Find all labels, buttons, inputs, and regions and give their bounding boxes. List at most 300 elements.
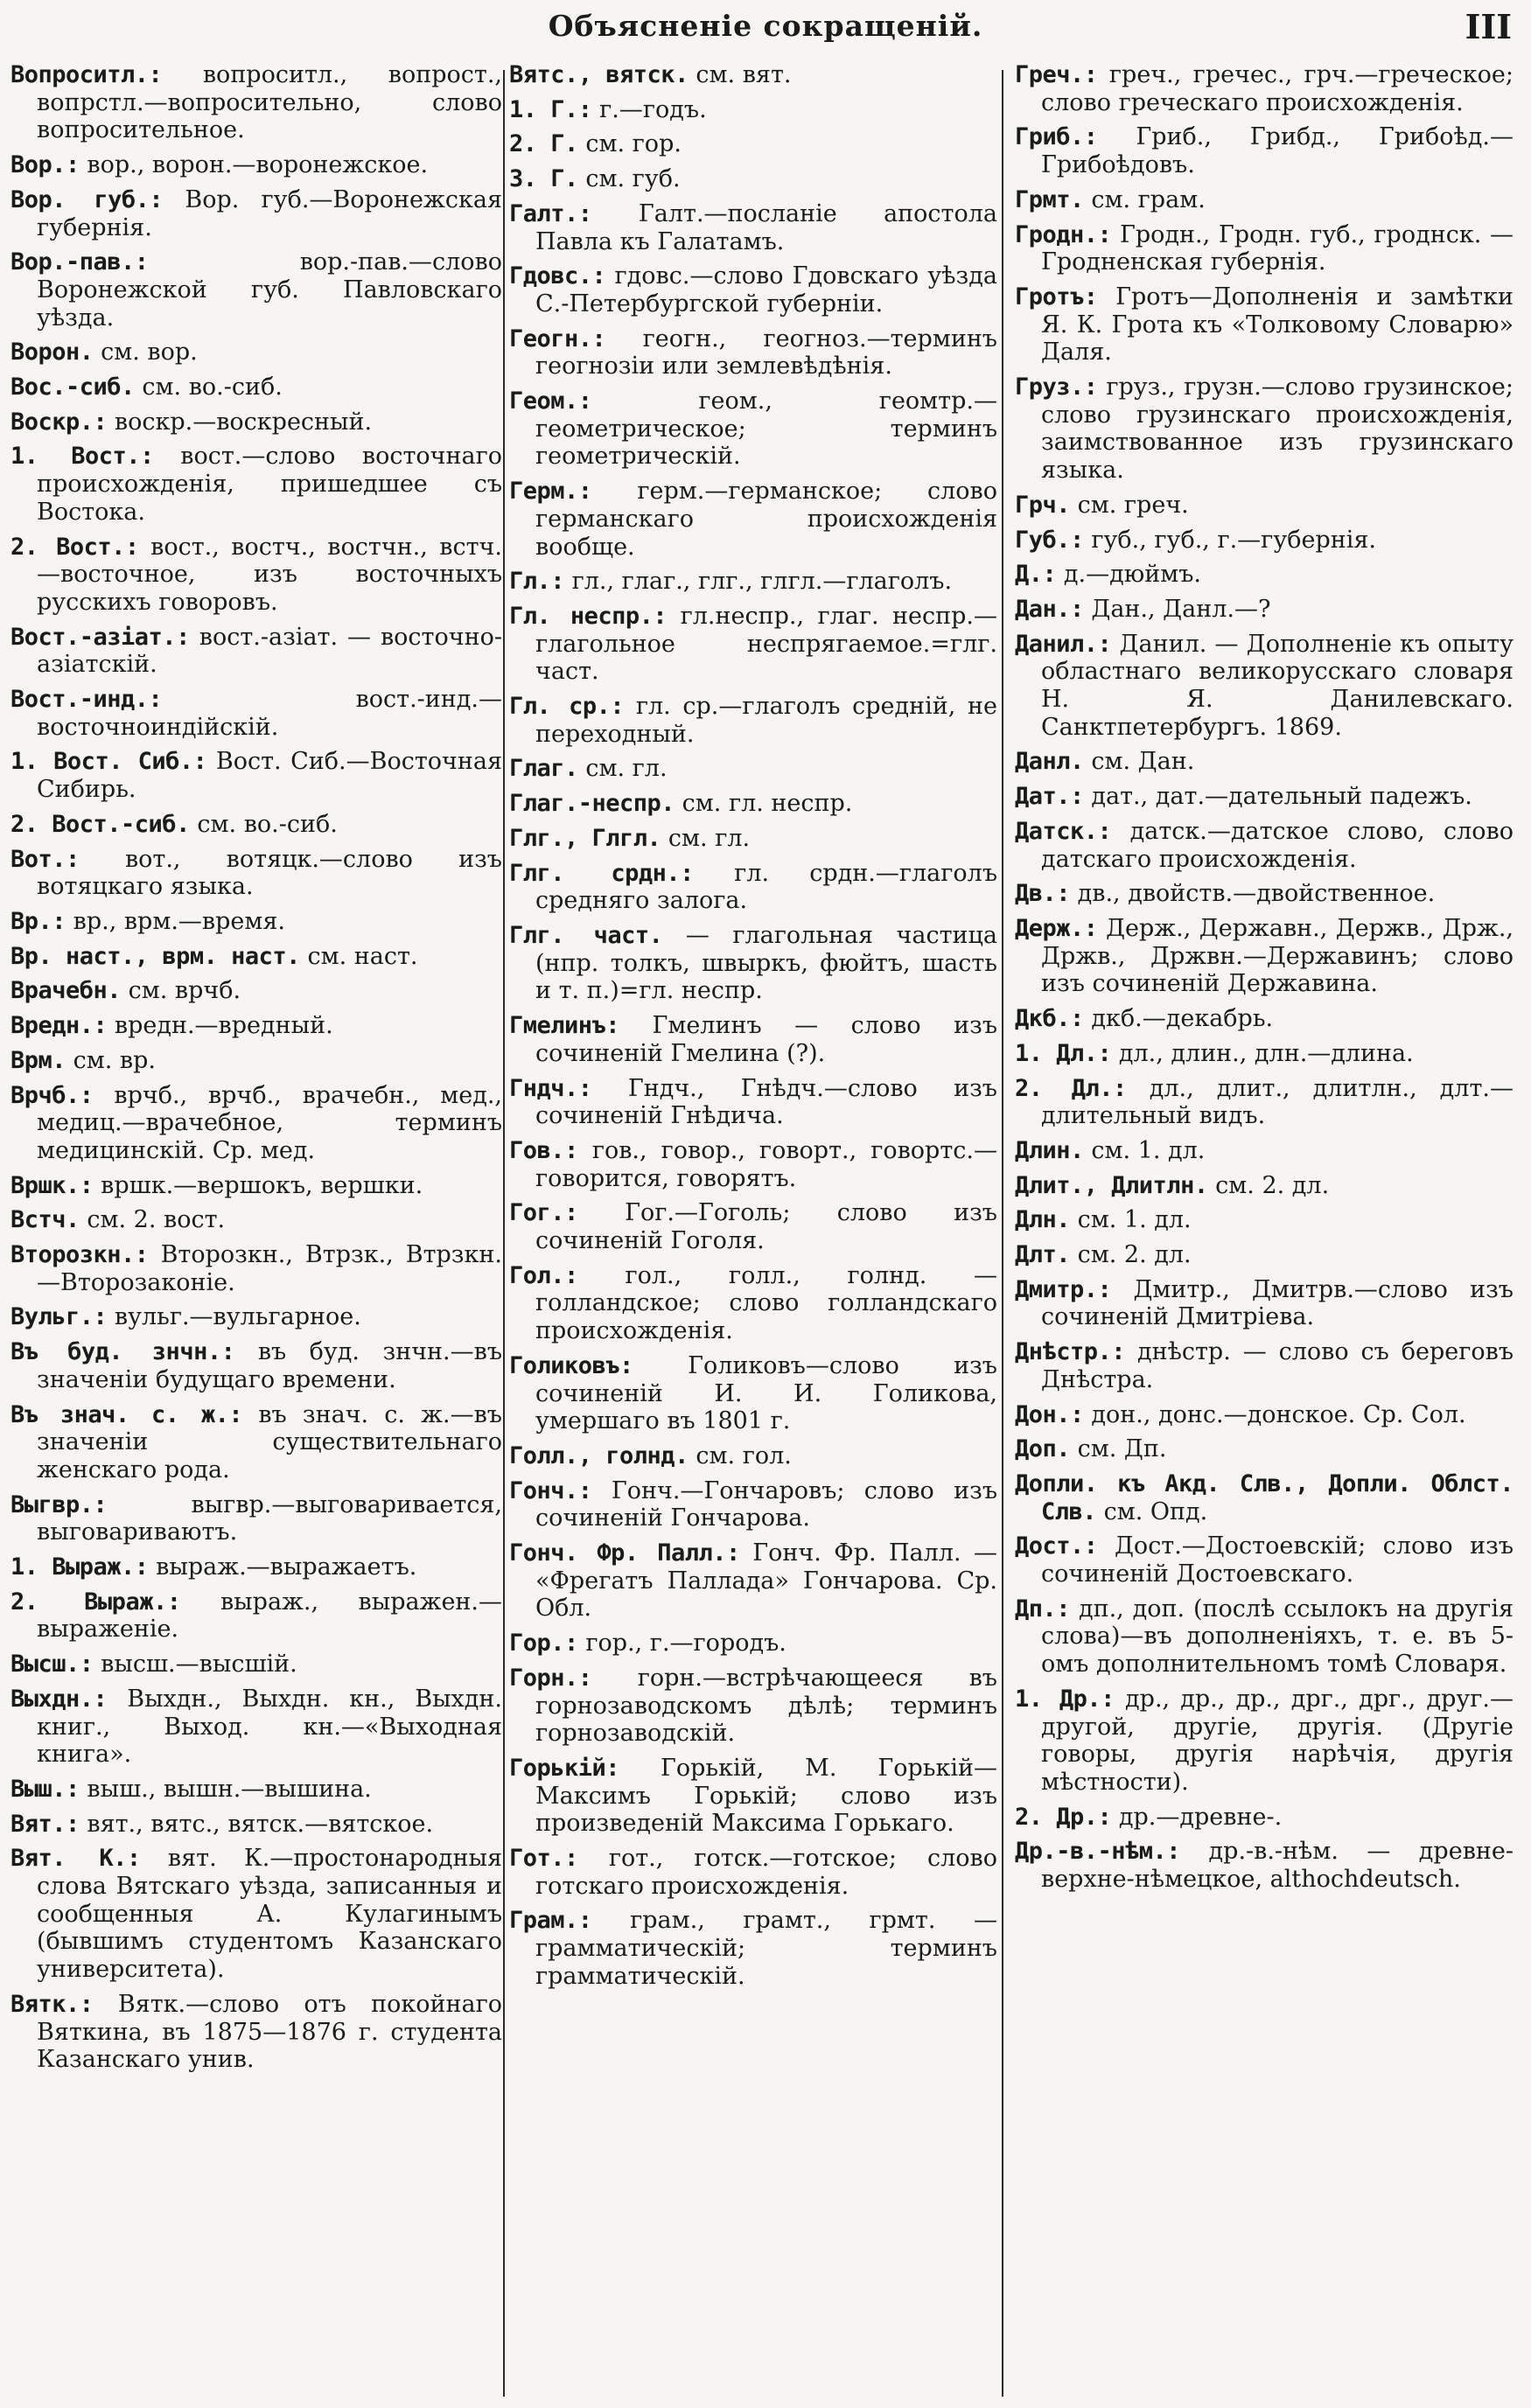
entry-definition: см. губ. (585, 165, 681, 193)
column-3 (1015, 61, 1514, 2408)
abbreviation-entry (509, 790, 997, 818)
entry-headword: Вульг.: (10, 1303, 108, 1331)
abbreviation-entry (1015, 748, 1514, 776)
entry-definition: Голиковъ—слово изъ сочиненій И. И. Голикова, умершаго въ 1801 г. (535, 1351, 997, 1435)
entry-definition: см. врчб. (128, 977, 241, 1005)
entry-headword: Глг. срдн.: (509, 859, 694, 887)
abbreviation-entry (10, 186, 502, 241)
abbreviation-entry (10, 1012, 502, 1040)
abbreviation-entry (509, 860, 997, 915)
entry-headword: Воскр.: (10, 408, 108, 436)
abbreviation-entry (10, 1811, 502, 1839)
entry-definition: груз., грузн.—слово грузинское; слово грузинскаго происхожденія, заимствованное изъ грузинскаго языка. (1041, 373, 1514, 485)
entry-definition: др.-в.-нѣм. — древне-верхне-нѣмецкое, althochdeutsch. (1041, 1838, 1514, 1894)
abbreviation-entry (10, 1303, 502, 1331)
entry-definition: гол., голл., голнд. — голландское; слово голландскаго происхожденія. (535, 1261, 997, 1345)
entry-headword: Гов.: (509, 1136, 578, 1164)
abbreviation-entry (509, 1352, 997, 1435)
entry-definition: др.—древне-. (1118, 1803, 1283, 1831)
abbreviation-entry (10, 1845, 502, 1984)
entry-definition: дкб.—декабрь. (1091, 1005, 1274, 1033)
abbreviation-entry (1015, 1206, 1514, 1234)
entry-headword: Голиковъ: (509, 1351, 633, 1379)
entry-headword: 2. Вост.-сиб. (10, 810, 190, 838)
entry-definition: см. во.-сиб. (197, 810, 338, 838)
entry-headword: 1. Вост.: (10, 443, 154, 471)
entry-headword: 1. Дл.: (1015, 1039, 1112, 1067)
entry-definition: гл. ср.—глаголъ средній, не переходный. (535, 693, 997, 748)
entry-headword: Длт. (1015, 1241, 1071, 1269)
entry-headword: Врм. (10, 1046, 66, 1074)
entry-definition: см. Опд. (1103, 1497, 1208, 1525)
entry-definition: гор., г.—городъ. (585, 1630, 786, 1658)
entry-definition: см. вор. (101, 339, 198, 366)
entry-definition: Гмелинъ — слово изъ сочиненій Гмелина (?). (535, 1012, 997, 1067)
entry-headword: Гродн.: (1015, 220, 1112, 248)
entry-definition: выгвр.—выговаривается, выговариваютъ. (37, 1490, 502, 1546)
entry-definition: см. гол. (696, 1441, 792, 1469)
entry-definition: см. во.-сиб. (142, 373, 283, 401)
entry-headword: Гонч.: (509, 1476, 592, 1504)
entry-headword: Губ.: (1015, 526, 1084, 554)
entry-headword: Вредн.: (10, 1012, 108, 1040)
entry-headword: Ворон. (10, 339, 94, 366)
entry-definition: дл., длит., длитлн., длт.—длительный видъ. (1041, 1074, 1514, 1130)
entry-headword: Гротъ: (1015, 283, 1098, 311)
entry-headword: 2. Вост.: (10, 533, 139, 561)
entry-headword: Выхдн.: (10, 1685, 108, 1713)
abbreviation-entry (10, 748, 502, 803)
entry-headword: Дост.: (1015, 1532, 1098, 1560)
abbreviation-entry (509, 130, 997, 158)
entry-headword: 2. Др.: (1015, 1803, 1112, 1831)
entry-headword: Др.-в.-нѣм.: (1015, 1838, 1181, 1866)
entry-definition: г.—годъ. (599, 95, 707, 123)
entry-definition: гдовс.—слово Гдовскаго уѣзда С.-Петербургской губерніи. (535, 262, 997, 318)
entry-definition: см. Дан. (1091, 748, 1195, 776)
entry-definition: гот., готск.—готское; слово готскаго происхожденія. (535, 1845, 997, 1900)
entry-definition: гл. срдн.—глаголъ средняго залога. (535, 859, 997, 915)
entry-definition: воскр.—воскресный. (114, 408, 373, 436)
entry-headword: Гл.: (509, 568, 565, 596)
abbreviation-entry (509, 200, 997, 255)
entry-headword: 2. Выраж.: (10, 1588, 181, 1616)
abbreviation-entry (10, 1491, 502, 1546)
entry-headword: Галт.: (509, 199, 592, 227)
page-header (0, 0, 1531, 54)
entry-definition: Выхдн., Выхдн. кн., Выхдн. книг., Выход. кн.—«Выходная книга». (37, 1685, 502, 1769)
entry-headword: Грам.: (509, 1907, 592, 1935)
entry-definition: Вор. губ.—Воронежская губернія. (37, 185, 502, 241)
entry-definition: — глагольная частица (нпр. толкъ, швыркъ, фюйтъ, шасть и т. п.)=гл. неспр. (535, 921, 997, 1005)
abbreviation-entry (509, 1630, 997, 1658)
abbreviation-entry (1015, 283, 1514, 366)
entry-definition: Данил. — Дополненіе къ опыту областнаго великорусскаго словаря Н. Я. Данилевскаго. Санктпетербургъ. 1869. (1041, 630, 1514, 741)
entry-headword: Горькій: (509, 1754, 620, 1782)
abbreviation-entry (509, 825, 997, 853)
entry-definition: Гротъ—Дополненія и замѣтки Я. К. Грота къ «Толковому Словарю» Даля. (1041, 283, 1514, 366)
abbreviation-entry (1015, 1338, 1514, 1393)
abbreviation-entry (1015, 221, 1514, 276)
abbreviation-entry (10, 1241, 502, 1296)
abbreviation-entry (509, 387, 997, 471)
abbreviation-entry (10, 846, 502, 901)
abbreviation-entry (1015, 561, 1514, 589)
entry-headword: Грч. (1015, 491, 1071, 519)
entry-definition: Гриб., Грибд., Грибоѣд.—Грибоѣдовъ. (1041, 123, 1514, 179)
entry-headword: Гонч. Фр. Палл.: (509, 1539, 740, 1567)
entry-headword: 1. Др.: (1015, 1685, 1115, 1713)
entry-definition: днѣстр. — слово съ береговъ Днѣстра. (1041, 1338, 1514, 1393)
entry-definition: Горькій, М. Горькій—Максимъ Горькій; слово изъ произведеній Максима Горькаго. (535, 1754, 997, 1838)
abbreviation-entry (10, 1776, 502, 1804)
entry-definition: выраж.—выражаетъ. (156, 1553, 417, 1581)
entry-definition: дл., длин., длн.—длина. (1118, 1039, 1414, 1067)
entry-headword: 3. Г. (509, 165, 578, 193)
entry-headword: Вот.: (10, 845, 80, 873)
entry-definition: см. гл. (585, 755, 668, 783)
abbreviation-entry (509, 96, 997, 124)
abbreviation-entry (509, 1845, 997, 1900)
entry-definition: см. 2. вост. (87, 1206, 226, 1234)
abbreviation-entry (1015, 1838, 1514, 1893)
abbreviation-entry (10, 443, 502, 526)
entry-headword: Вос.-сиб. (10, 373, 135, 401)
entry-definition: см. вят. (696, 61, 792, 88)
entry-definition: др., др., др., дрг., дрг., друг.—другой, другіе, другія. (Другіе говоры, другія нарѣчія, другія мѣстности). (1041, 1685, 1514, 1796)
abbreviation-entry (10, 248, 502, 332)
entry-headword: 1. Вост. Сиб.: (10, 748, 207, 776)
abbreviation-entry (1015, 527, 1514, 555)
entry-definition: вост., востч., востчн., встч.—восточное, изъ восточныхъ русскихъ говоровъ. (37, 533, 502, 616)
entry-definition: губ., губ., г.—губернія. (1091, 526, 1376, 554)
entry-headword: Держ.: (1015, 914, 1098, 942)
entry-definition: см. 2. дл. (1077, 1241, 1192, 1269)
entry-headword: Вятк.: (10, 1990, 94, 2018)
entry-definition: Гонч.—Гончаровъ; слово изъ сочиненій Гончарова. (535, 1476, 997, 1532)
dictionary-columns (0, 61, 1531, 2408)
entry-headword: 2. Дл.: (1015, 1074, 1127, 1102)
abbreviation-entry (509, 1012, 997, 1067)
entry-headword: Греч.: (1015, 61, 1098, 88)
entry-headword: Глг., Глгл. (509, 824, 661, 852)
abbreviation-entry (1015, 61, 1514, 116)
entry-headword: Дмитр.: (1015, 1275, 1112, 1303)
entry-definition: Гонч. Фр. Палл. — «Фрегатъ Паллада» Гончарова. Ср. Обл. (535, 1539, 997, 1623)
entry-definition: Гндч., Гнѣдч.—слово изъ сочиненій Гнѣдича. (535, 1074, 997, 1130)
entry-headword: Вопроситл.: (10, 61, 163, 88)
entry-definition: вр., врм.—время. (73, 907, 286, 935)
entry-headword: Грмт. (1015, 185, 1084, 213)
entry-definition: см. вр. (73, 1046, 156, 1074)
entry-headword: Дкб.: (1015, 1005, 1084, 1033)
abbreviation-entry (10, 151, 502, 179)
abbreviation-entry (509, 262, 997, 318)
entry-definition: вопроситл., вопрост., вопрстл.—вопросительно, слово вопросительное. (37, 61, 502, 144)
entry-headword: Гдовс.: (509, 262, 606, 290)
abbreviation-entry (509, 478, 997, 561)
abbreviation-entry (509, 1477, 997, 1532)
abbreviation-entry (10, 624, 502, 679)
entry-definition: датск.—датское слово, слово датскаго происхожденія. (1041, 817, 1514, 873)
abbreviation-entry (1015, 1172, 1514, 1200)
entry-headword: Длн. (1015, 1206, 1071, 1234)
abbreviation-entry (1015, 1595, 1514, 1679)
abbreviation-entry (1015, 186, 1514, 214)
entry-headword: Длит., Длитлн. (1015, 1171, 1208, 1199)
abbreviation-entry (10, 686, 502, 741)
abbreviation-entry (10, 1588, 502, 1644)
abbreviation-entry (1015, 1241, 1514, 1269)
abbreviation-entry (509, 325, 997, 380)
entry-definition: см. 1. дл. (1077, 1206, 1192, 1234)
entry-definition: д.—дюймъ. (1063, 561, 1201, 589)
abbreviation-entry (10, 61, 502, 144)
abbreviation-entry (509, 922, 997, 1005)
entry-definition: дон., донс.—донское. Ср. Сол. (1091, 1400, 1466, 1428)
abbreviation-entry (1015, 1686, 1514, 1797)
entry-definition: горн.—встрѣчающееся въ горнозаводскомъ дѣлѣ; терминъ горнозаводскій. (535, 1664, 997, 1748)
entry-definition: гл.неспр., глаг. неспр.—глагольное неспрягаемое.=глг. част. (535, 602, 997, 686)
entry-definition: врчб., врчб., врачебн., мед., медиц.—врачебное, терминъ медицинскій. Ср. мед. (37, 1081, 502, 1164)
page-number: III (1465, 7, 1512, 46)
abbreviation-entry (10, 908, 502, 936)
entry-headword: Врачебн. (10, 977, 122, 1005)
entry-headword: Глг. част. (509, 921, 663, 949)
entry-headword: Гмелинъ: (509, 1012, 620, 1040)
abbreviation-entry (509, 1539, 997, 1623)
entry-headword: Дв.: (1015, 880, 1071, 908)
abbreviation-entry (1015, 1137, 1514, 1165)
entry-definition: см. греч. (1077, 491, 1189, 519)
abbreviation-entry (1015, 1470, 1514, 1525)
entry-headword: Геом.: (509, 387, 592, 415)
entry-definition: вршк.—вершокъ, вершки. (101, 1171, 423, 1199)
entry-definition: вульг.—вульгарное. (114, 1303, 361, 1331)
entry-definition: вят., вятс., вятск.—вятское. (87, 1810, 434, 1838)
entry-definition: дп., доп. (послѣ ссылокъ на другія слова)—въ дополненіяхъ, т. е. въ 5-омъ дополнительномъ томѣ Словаря. (1041, 1595, 1514, 1679)
entry-headword: Вят.: (10, 1810, 80, 1838)
abbreviation-entry (1015, 1532, 1514, 1588)
column-2 (509, 61, 997, 2408)
entry-headword: Вят. К.: (10, 1845, 141, 1873)
entry-definition: гов., говор., говорт., говортс.—говорится, говорятъ. (535, 1136, 997, 1192)
entry-headword: Гол.: (509, 1261, 578, 1289)
entry-definition: дат., дат.—дательный падежъ. (1091, 783, 1472, 811)
entry-definition: выш., вышн.—вышина. (87, 1775, 372, 1803)
entry-headword: Вр. наст., врм. наст. (10, 942, 300, 970)
entry-headword: Горн.: (509, 1664, 592, 1692)
page-title: Объясненіе сокращеній. (548, 9, 983, 43)
entry-definition: вредн.—вредный. (114, 1012, 333, 1040)
entry-definition: вор.-пав.—слово Воронежской губ. Павловскаго уѣзда. (37, 248, 502, 332)
entry-definition: Дан., Данл.—? (1091, 595, 1271, 623)
entry-definition: см. гор. (585, 130, 682, 158)
entry-headword: Вршк.: (10, 1171, 94, 1199)
entry-headword: Гндч.: (509, 1074, 592, 1102)
abbreviation-entry (509, 1442, 997, 1470)
abbreviation-entry (509, 1075, 997, 1130)
entry-headword: Вор. губ.: (10, 185, 164, 213)
abbreviation-entry (509, 1262, 997, 1345)
entry-headword: Допли. къ Акд. Слв., Допли. Облст. Слв. (1015, 1469, 1514, 1525)
entry-headword: Груз.: (1015, 373, 1098, 401)
entry-definition: Вост. Сиб.—Восточная Сибирь. (37, 748, 502, 804)
abbreviation-entry (509, 165, 997, 193)
abbreviation-entry (1015, 373, 1514, 485)
abbreviation-entry (10, 1047, 502, 1075)
entry-headword: Дп.: (1015, 1595, 1071, 1623)
abbreviation-entry (1015, 123, 1514, 178)
abbreviation-entry (10, 1651, 502, 1679)
abbreviation-entry (10, 534, 502, 617)
entry-headword: 2. Г. (509, 130, 578, 158)
abbreviation-entry (1015, 1804, 1514, 1832)
entry-headword: Гриб.: (1015, 123, 1098, 151)
abbreviation-entry (1015, 1040, 1514, 1068)
entry-definition: см. гл. неспр. (682, 790, 853, 818)
abbreviation-entry (10, 1553, 502, 1581)
entry-definition: Вятк.—слово отъ покойнаго Вяткина, въ 1875—1876 г. студента Казанскаго унив. (37, 1990, 502, 2074)
abbreviation-entry (1015, 880, 1514, 908)
abbreviation-entry (1015, 1075, 1514, 1130)
entry-definition: дв., двойств.—двойственное. (1077, 880, 1436, 908)
abbreviation-entry (509, 1665, 997, 1748)
abbreviation-entry (509, 755, 997, 783)
abbreviation-entry (10, 1401, 502, 1484)
entry-headword: Гл. ср.: (509, 693, 625, 721)
entry-headword: Вост.-азіат.: (10, 623, 190, 651)
entry-headword: Вятс., вятск. (509, 61, 689, 88)
entry-definition: вор., ворон.—воронежское. (87, 151, 429, 179)
entry-headword: Глаг.-неспр. (509, 790, 675, 818)
entry-headword: Встч. (10, 1206, 80, 1234)
entry-headword: Второзкн.: (10, 1241, 149, 1269)
abbreviation-entry (10, 408, 502, 436)
abbreviation-entry (10, 1991, 502, 2074)
abbreviation-entry (1015, 1276, 1514, 1331)
entry-definition: Дост.—Достоевскій; слово изъ сочиненій Достоевскаго. (1041, 1532, 1514, 1588)
entry-definition: Гог.—Гоголь; слово изъ сочиненій Гоголя. (535, 1199, 997, 1255)
abbreviation-entry (10, 1082, 502, 1165)
entry-definition: см. грам. (1091, 185, 1206, 213)
entry-definition: герм.—германское; слово германскаго происхожденія вообще. (535, 478, 997, 561)
entry-definition: въ буд. знчн.—въ значеніи будущаго времени. (37, 1338, 502, 1393)
entry-definition: см. 1. дл. (1091, 1136, 1206, 1164)
entry-definition: Галт.—посланіе апостола Павла къ Галатамъ. (535, 199, 997, 255)
abbreviation-entry (1015, 783, 1514, 811)
entry-headword: Гор.: (509, 1630, 578, 1658)
abbreviation-entry (10, 1206, 502, 1234)
entry-headword: Доп. (1015, 1435, 1071, 1463)
abbreviation-entry (10, 811, 502, 839)
abbreviation-entry (1015, 1005, 1514, 1033)
abbreviation-entry (10, 373, 502, 401)
entry-headword: Дан.: (1015, 595, 1084, 623)
entry-headword: Дат.: (1015, 783, 1084, 811)
abbreviation-entry (509, 568, 997, 596)
entry-headword: Врчб.: (10, 1081, 94, 1109)
entry-headword: Гот.: (509, 1845, 578, 1873)
abbreviation-entry (1015, 818, 1514, 873)
entry-definition: геогн., геогноз.—терминъ геогнозіи или землевѣдѣнія. (535, 325, 997, 380)
entry-definition: вост.—слово восточнаго происхожденія, пришедшее съ Востока. (37, 443, 502, 526)
abbreviation-entry (10, 339, 502, 366)
abbreviation-entry (1015, 492, 1514, 520)
entry-headword: Вост.-инд.: (10, 686, 163, 714)
abbreviation-entry (10, 943, 502, 971)
entry-definition: грам., грамт., грмт. — грамматическій; терминъ грамматическій. (535, 1907, 997, 1990)
entry-headword: Гог.: (509, 1199, 578, 1227)
abbreviation-entry (509, 1755, 997, 1838)
entry-definition: греч., гречес., грч.—греческое; слово греческаго происхожденія. (1041, 61, 1514, 116)
entry-headword: Въ знач. с. ж.: (10, 1400, 243, 1428)
entry-headword: Глаг. (509, 755, 578, 783)
entry-headword: 1. Выраж.: (10, 1553, 149, 1581)
entry-headword: Вор.: (10, 151, 80, 179)
entry-definition: высш.—высшій. (101, 1651, 297, 1679)
abbreviation-entry (509, 1199, 997, 1254)
entry-headword: Данл. (1015, 748, 1084, 776)
entry-definition: см. 2. дл. (1215, 1171, 1330, 1199)
entry-headword: Высш.: (10, 1651, 94, 1679)
entry-definition: вост.-азіат. — восточно-азіатскій. (37, 623, 502, 679)
entry-headword: Герм.: (509, 478, 592, 506)
entry-definition: геом., геомтр.—геометрическое; терминъ геометрическій. (535, 387, 997, 471)
abbreviation-entry (509, 1907, 997, 1990)
entry-definition: Второзкн., Втрзк., Втрзкн.—Второзаконіе. (37, 1241, 502, 1296)
entry-definition: вят. К.—простонародныя слова Вятскаго уѣзда, записанныя и сообщенныя А. Кулагинымъ (бывшимъ студентомъ Казанскаго университета). (37, 1845, 502, 1984)
entry-definition: вост.-инд.—восточноиндійскій. (37, 686, 502, 741)
column-1 (10, 61, 502, 2408)
entry-definition: Дмитр., Дмитрв.—слово изъ сочиненій Дмитріева. (1041, 1275, 1514, 1331)
entry-definition: вот., вотяцк.—слово изъ вотяцкаго языка. (37, 845, 502, 901)
entry-headword: Днѣстр.: (1015, 1338, 1126, 1366)
entry-headword: Выш.: (10, 1775, 80, 1803)
entry-definition: въ знач. с. ж.—въ значеніи существительнаго женскаго рода. (37, 1400, 502, 1483)
abbreviation-entry (509, 693, 997, 748)
entry-headword: 1. Г.: (509, 95, 592, 123)
entry-definition: Держ., Державн., Держв., Држ., Држв., Држвн.—Державинъ; слово изъ сочиненій Державина. (1041, 914, 1514, 998)
abbreviation-entry (1015, 596, 1514, 624)
entry-headword: Датск.: (1015, 817, 1112, 845)
abbreviation-entry (10, 1338, 502, 1393)
abbreviation-entry (10, 1686, 502, 1769)
abbreviation-entry (509, 1137, 997, 1192)
entry-headword: Геогн.: (509, 325, 606, 352)
entry-headword: Вор.-пав.: (10, 248, 149, 276)
entry-headword: Въ буд. знчн.: (10, 1338, 235, 1366)
entry-headword: Гл. неспр.: (509, 602, 668, 630)
entry-headword: Голл., голнд. (509, 1441, 689, 1469)
abbreviation-entry (10, 1172, 502, 1200)
abbreviation-entry (1015, 1435, 1514, 1463)
entry-definition: см. гл. (668, 824, 751, 852)
entry-headword: Вр.: (10, 907, 66, 935)
abbreviation-entry (10, 977, 502, 1005)
entry-headword: Д.: (1015, 561, 1057, 589)
entry-headword: Длин. (1015, 1136, 1084, 1164)
entry-definition: см. Дп. (1077, 1435, 1167, 1463)
entry-headword: Данил.: (1015, 630, 1112, 658)
entry-definition: Гродн., Гродн. губ., гроднск. — Гродненская губернія. (1041, 220, 1514, 276)
abbreviation-entry (509, 61, 997, 89)
abbreviation-entry (1015, 631, 1514, 742)
entry-headword: Дон.: (1015, 1400, 1084, 1428)
entry-definition: гл., глаг., глг., глгл.—глаголъ. (571, 568, 953, 596)
abbreviation-entry (1015, 915, 1514, 998)
entry-definition: выраж., выражен.—выраженіе. (37, 1588, 502, 1644)
